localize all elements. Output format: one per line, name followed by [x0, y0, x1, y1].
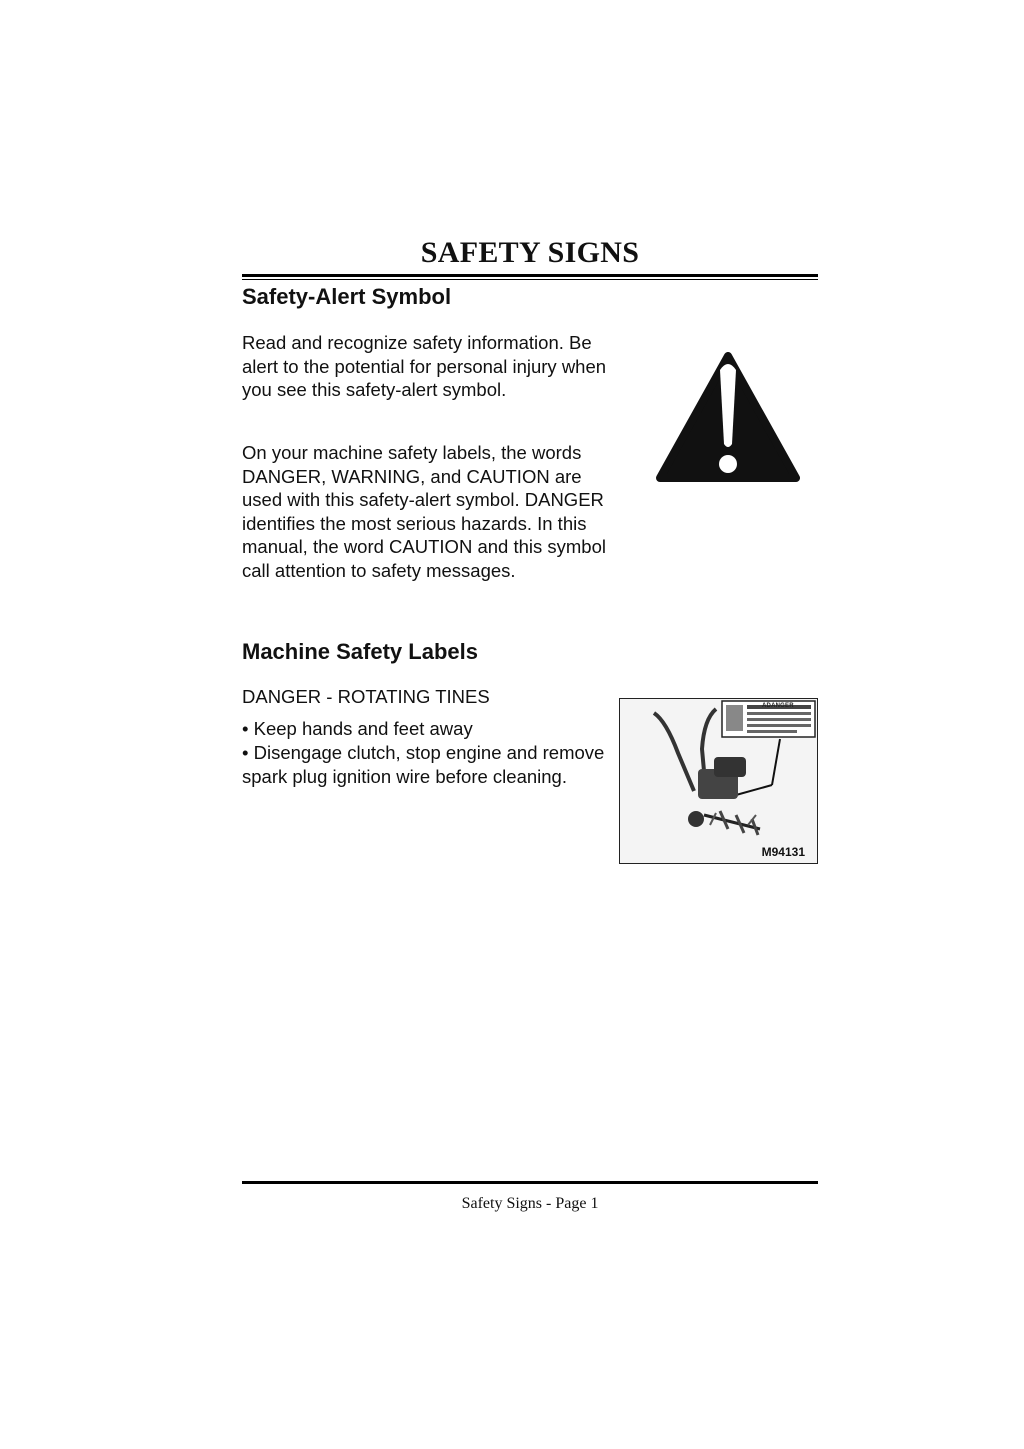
- title-divider-thin: [242, 279, 818, 280]
- paragraph-safety-labels-words: On your machine safety labels, the words DANGER, WARNING, and CAUTION are used with this safety-alert symbol. DANGER identifies the most serious hazards. In this manual, the word CAUTION and this symbol call attention to safety messages.: [242, 442, 606, 581]
- warning-triangle-icon: [656, 352, 800, 484]
- footer-divider: [242, 1181, 818, 1184]
- section-heading-machine-safety-labels: Machine Safety Labels: [242, 639, 478, 664]
- paragraph-recognize-safety-info: Read and recognize safety information. Be alert to the potential for personal injury when you see this safety-alert symbol.: [242, 332, 607, 401]
- page-footer: Safety Signs - Page 1: [461, 1195, 599, 1212]
- bullet-keep-hands-away: • Keep hands and feet away: [242, 718, 473, 739]
- label-title-danger-rotating-tines: DANGER - ROTATING TINES: [242, 686, 490, 707]
- section-heading-safety-alert-symbol: Safety-Alert Symbol: [242, 284, 452, 309]
- tiller-illustration: [620, 699, 817, 863]
- title-divider-thick: [242, 274, 818, 277]
- bullet-disengage-clutch: • Disengage clutch, stop engine and remove spark plug ignition wire before cleaning.: [242, 742, 605, 787]
- figure-code: M94131: [761, 845, 805, 859]
- decal-heading: ADANGER: [762, 703, 794, 709]
- page-title: SAFETY SIGNS: [420, 236, 640, 269]
- tiller-label-photo: [619, 698, 818, 864]
